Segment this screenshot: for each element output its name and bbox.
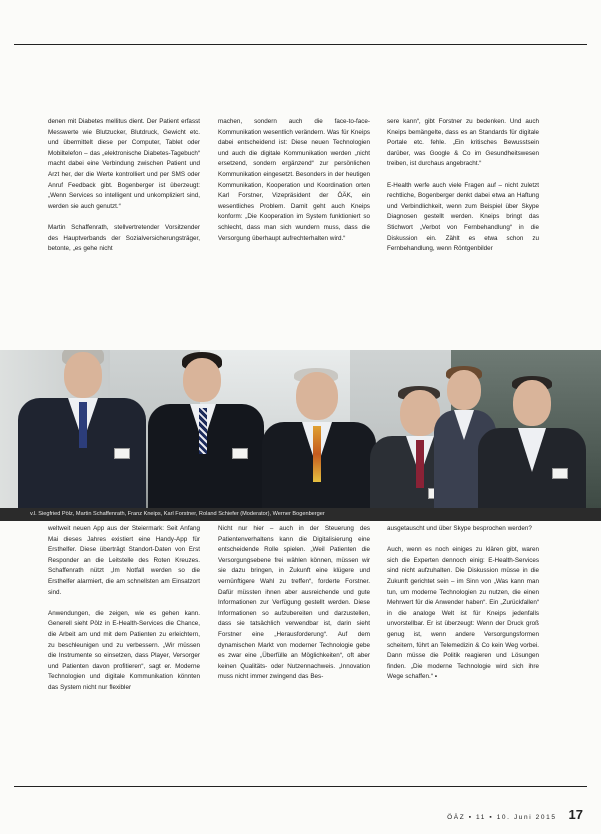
text-column-2 — [218, 524, 370, 770]
page-footer — [447, 807, 583, 821]
page-number: 17 — [568, 807, 583, 822]
text-column-1 — [48, 117, 200, 333]
paragraph: Anwendungen, die zeigen, wie es gehen kann. Generell sieht Pölz in E-Health-Services die Chance, die Arbeit am und mit dem Patienten zu erleichtern, zu beschleunigen und zu verbessern. „Wir müssen die Instrumente so einsetzen, dass Player, Versorger und Patienten davon profitieren“, sagt er. Moderne Technologien und digitale Kommunikation könnten das System nicht nur flexibler — [48, 609, 200, 691]
paragraph: E-Health werfe auch viele Fragen auf – nicht zuletzt rechtliche, Bogenberger denkt dabei etwa an Haftung und Verbindlichkeit, wenn zum Beispiel über Skype Diagnosen gestellt werden. Kneips bringt das Stichwort „Verbot von Fernbehandlung“ in die Diskussion ein. Zählt es etwa schon zu Fernbehandlung, wenn Röntgenbilder — [387, 181, 539, 253]
paragraph: denen mit Diabetes mellitus dient. Der Patient erfasst Messwerte wie Blutzucker, Blutdruck, Gewicht etc. und übermittelt diese per Computer, Tablet oder Mobiltelefon – das „elektronische Diabetes-Tagebuch“ macht dabei eine Verbindung zwischen Patient und Arzt her, der die Werte kontrolliert und per SMS oder Anruf Feedback gibt. Bogenberger ist überzeugt: „Wenn Services so intelligent und unkompliziert sind, werden sie auch genutzt.“ — [48, 118, 200, 210]
person-1 — [18, 350, 148, 508]
bottom-rule — [14, 786, 587, 787]
person-3 — [262, 350, 378, 508]
text-column-3 — [387, 524, 539, 770]
person-2 — [148, 350, 266, 508]
photo-caption: v.l. Siegfried Pölz, Martin Schaffenrath, Franz Kneips, Karl Forstner, Roland Schiefer (Moderator), Werner Bogenberger — [30, 511, 325, 517]
photo-caption-bar — [0, 508, 601, 521]
text-column-1 — [48, 524, 200, 770]
paragraph: Auch, wenn es noch einiges zu klären gibt, waren sich die Experten dennoch einig: E-Health-Services sind nicht aufzuhalten. Die Diskussion müsse in die Zukunft gerichtet sein – im Sinn von „Was kann man tun, um moderne Technologien zu nutzen, die einen Mehrwert für die Anwender haben“. Ein „Zurückfallen“ in die analoge Welt ist für Kneips jedenfalls unvorstellbar. Er ist überzeugt: Wenn der Druck groß genug ist, wenn andere Versorgungsformen scheitern, führt an Telemedizin & Co kein Weg vorbei. Dann müsse die Politik reagieren und Lösungen finden. „Die moderne Technologie wird sich ihre Wege schaffen.“ ▪ — [387, 546, 539, 681]
top-rule — [14, 44, 587, 45]
paragraph: machen, sondern auch die face-to-face-Kommunikation wesentlich verändern. Was für Kneips dabei entscheidend ist: Diese neuen Technologien und auch die digitale Kommunikation werden „nicht ersetzend, sondern ergänzend“ zur persönlichen Kommunikation eingesetzt. Besonders in der heutigen Kommunikation, Kooperation und Koordination orten Karl Forstner, Vizepräsident der ÖÄK, ein wesentliches Problem. Damit geht auch Kneips konform: „Die Kooperation im System funktioniert so schlecht, dass man sich wundern muss, dass die Versorgung überhaupt aufrechterhalten wird.“ — [218, 118, 370, 242]
paragraph: Martin Schaffenrath, stellvertretender Vorsitzender des Hauptverbands der Sozialversicherungsträger, betonte, „es gehe nicht — [48, 223, 200, 253]
group-photo — [0, 350, 601, 508]
paragraph: sere kann“, gibt Forstner zu bedenken. Und auch Kneips bemängelte, dass es an Standards für digitale Portale etc. fehle. „Ein kritisches Bewusstsein darüber, was Google & Co im Gesundheitswesen treiben, ist durchaus angebracht.“ — [387, 118, 539, 168]
text-column-2 — [218, 117, 370, 333]
issue-info: ÖÄZ ▪ 11 ▪ 10. Juni 2015 — [447, 814, 557, 821]
paragraph: Nicht nur hier – auch in der Steuerung des Patientenverhaltens kann die Digitalisierung eine entscheidende Rolle spielen. „Weil Patienten die Versorgungsebene frei wählen können, müssen wir sie dazu bringen, in Zukunft eine klügere und vernünftigere Wahl zu treffen“, forderte Forstner. Dafür müssten ihnen aber ausreichende und gute Informationen zur Verfügung gestellt werden. Diese Informationen so aufzubereiten und darzustellen, dass sie tatsächlich verwendbar ist, darin sieht Forstner eine „Herausforderung“. Auf dem dynamischen Markt von moderner Technologie gebe es zwar eine „Überfülle an Möglichkeiten“, oft aber keinen Qualitäts- oder Nutzennachweis. „Innovation muss nicht immer zwingend das Bes- — [218, 525, 370, 681]
text-column-3 — [387, 117, 539, 333]
person-6 — [478, 350, 588, 508]
paragraph: weltweit neuen App aus der Steiermark: Seit Anfang Mai dieses Jahres existiert eine Handy-App für Ersthelfer. Diese überträgt Standort-Daten von Erst Responder an die Leitstelle des Roten Kreuzes. Schaffenrath nützt „Im Notfall werden so die Ersthelfer alarmiert, die am schnellsten am Einsatzort sind. — [48, 525, 200, 596]
paragraph: ausgetauscht und über Skype besprochen werden? — [387, 525, 532, 532]
